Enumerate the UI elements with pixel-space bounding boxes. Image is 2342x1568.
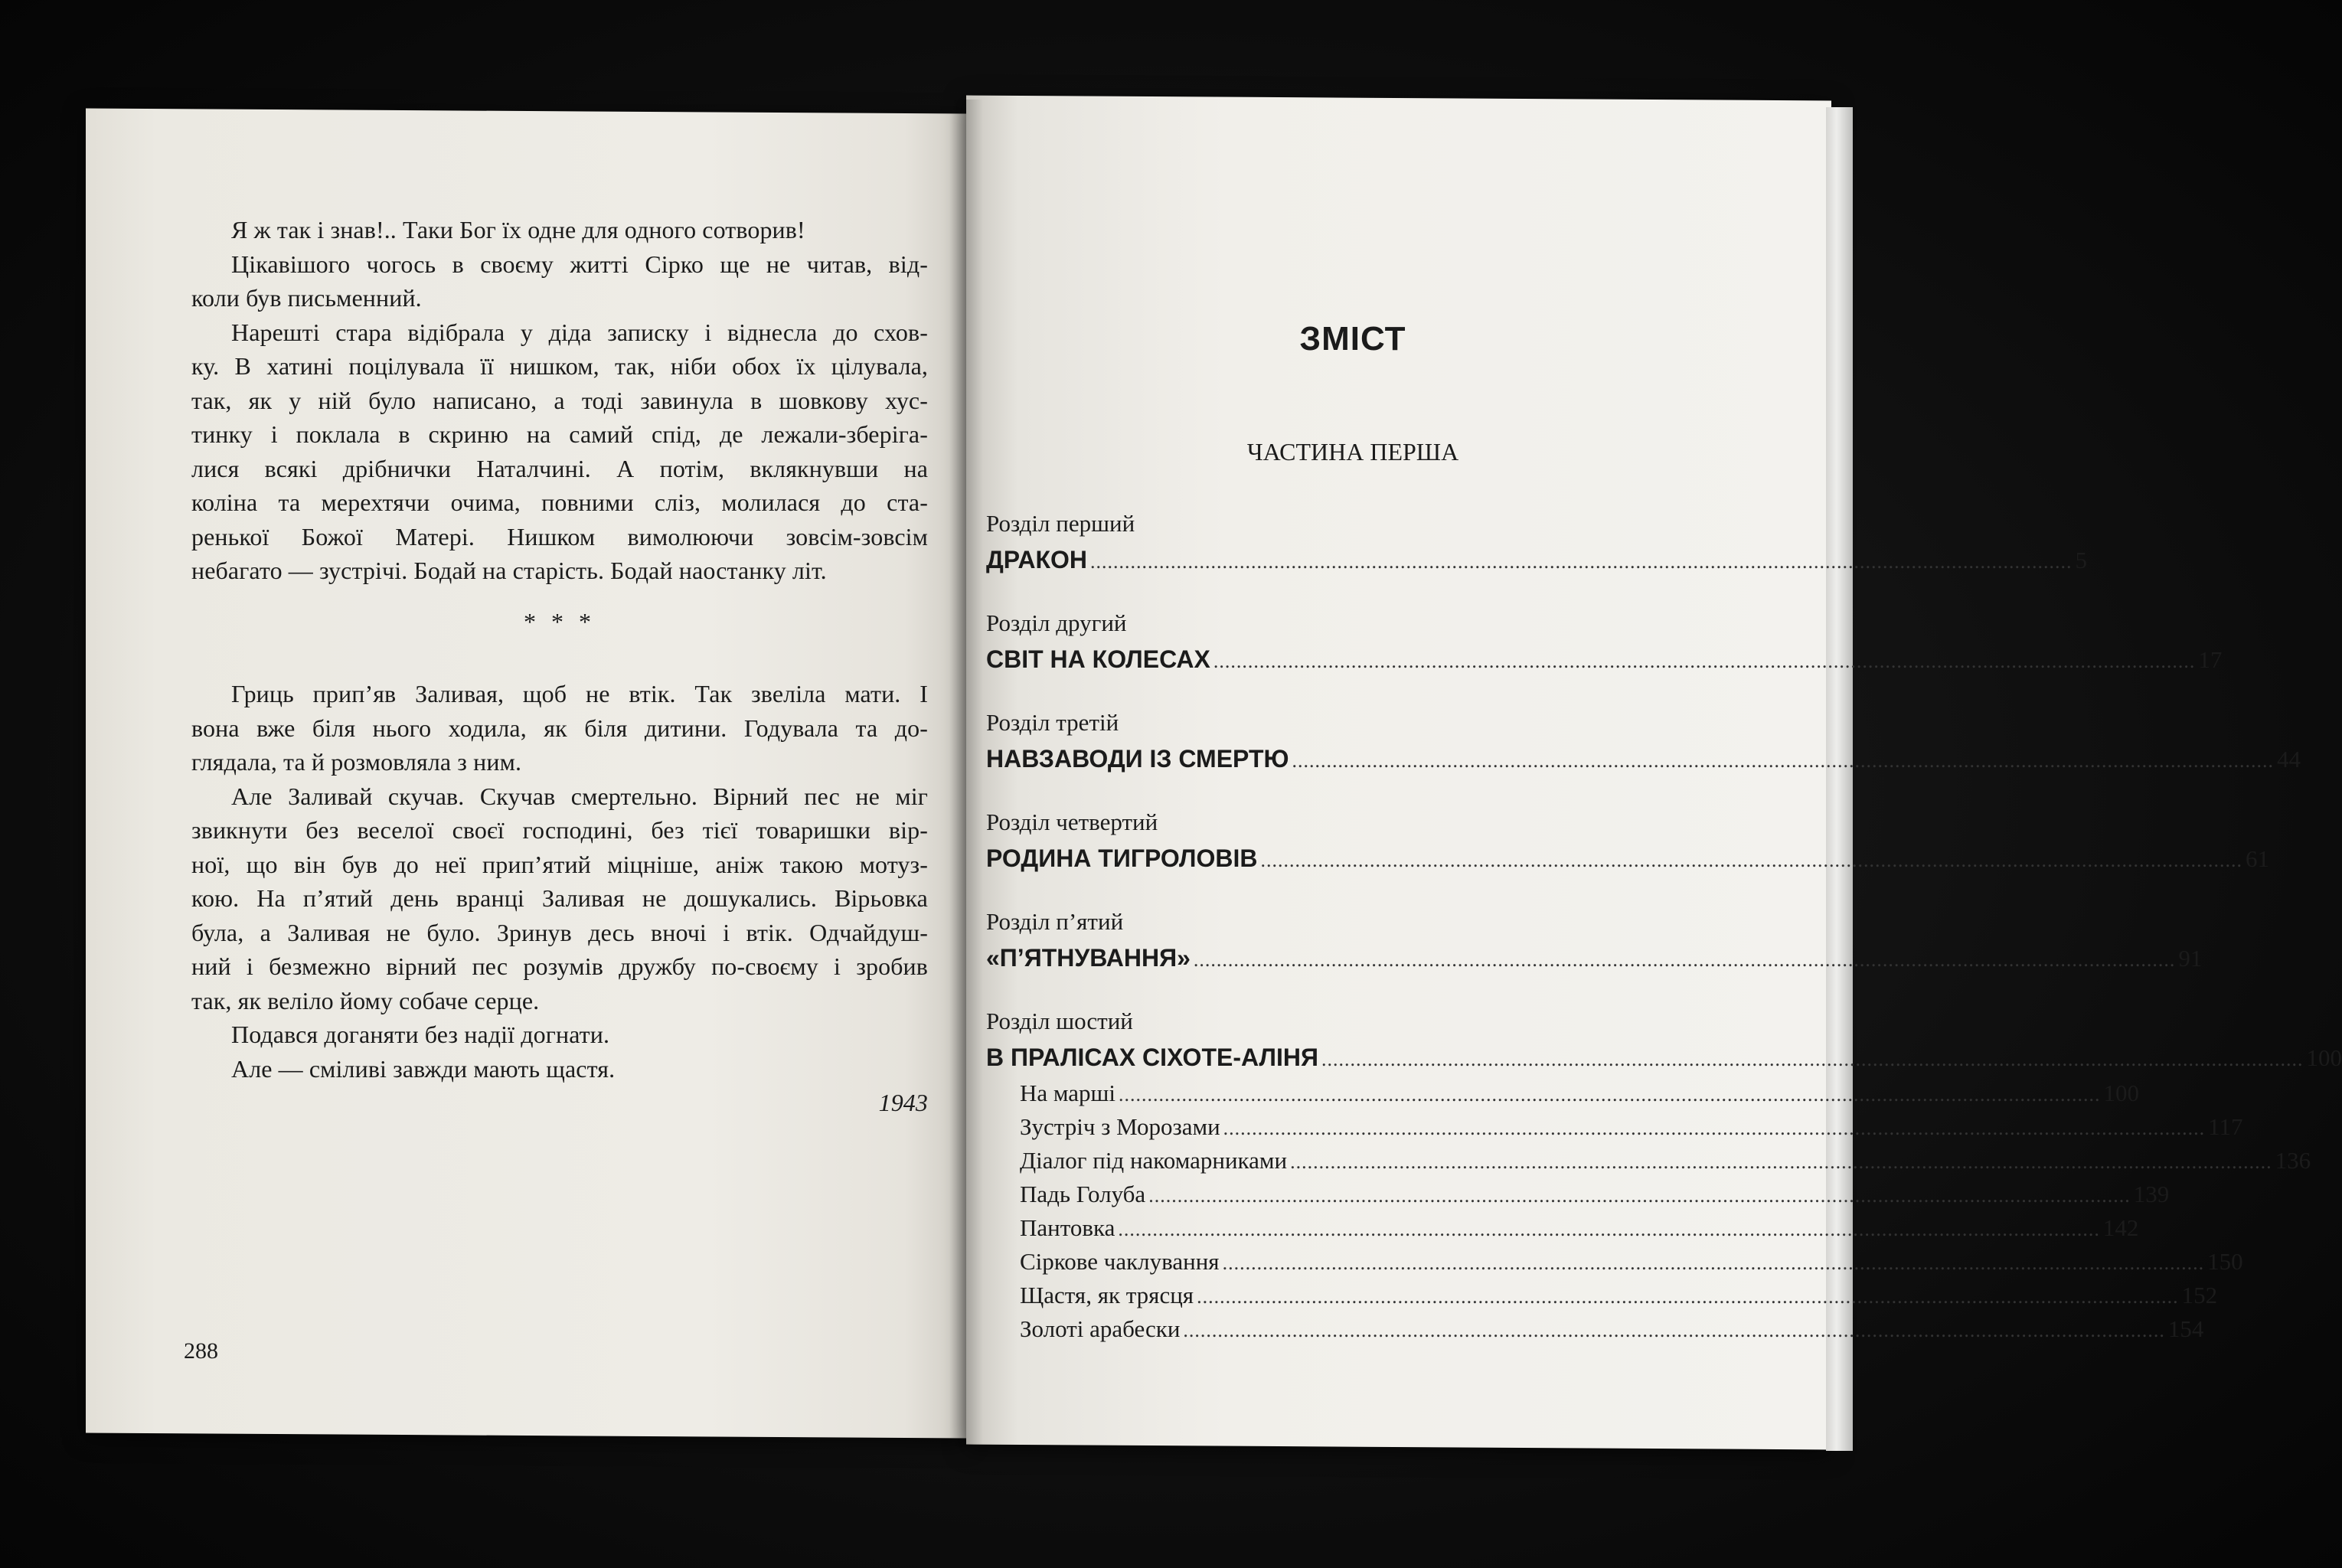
dot-leader: ...........................................................................................................................................................................: [1222, 1252, 2205, 1274]
text-line: ної, що він був до неї прип’ятий міцніше, аніж такою мотуз-: [191, 850, 928, 878]
toc-subentry-row: [986, 1110, 2243, 1144]
toc-chapter-block: [986, 507, 2087, 579]
dot-leader: ...........................................................................................................................................................................: [1089, 550, 2073, 573]
dot-leader: ...........................................................................................................................................................................: [1213, 650, 2196, 672]
toc-subentry-row: [986, 1279, 2218, 1312]
text-line: Але Заливай скучав. Скучав смертельно. Вірний пес не міг: [231, 782, 928, 810]
text-line: ренької Божої Матері. Нишком вимолюючи зовсім-зовсім: [191, 522, 928, 550]
toc-page-number: 139: [2133, 1181, 2170, 1207]
toc-entry-title: НАВЗАВОДИ ІЗ СМЕРТЮ: [986, 745, 1289, 773]
text-line: небагато — зустрічі. Бодай на старість. Бодай наостанку літ.: [191, 557, 827, 584]
dot-leader: ...........................................................................................................................................................................: [1183, 1319, 2165, 1341]
text-line: так, як веліло йому собаче серце.: [191, 986, 540, 1014]
toc-page-number: 150: [2207, 1248, 2243, 1275]
text-block-before-separator: [191, 213, 928, 588]
toc-page-number: 5: [2075, 547, 2087, 573]
toc-entry-title: В ПРАЛІСАХ СІХОТЕ-АЛІНЯ: [986, 1044, 1318, 1071]
toc-chapter-row: [986, 541, 2087, 579]
toc-page-number: 91: [2178, 945, 2203, 972]
toc-page-number: 100: [2306, 1044, 2342, 1071]
toc-entry-title: РОДИНА ТИГРОЛОВІВ: [986, 844, 1258, 872]
date-signature: 1943: [878, 1089, 928, 1116]
text-line: лися всякі дрібнички Наталчині. А потім, вклякнувши на: [191, 454, 928, 482]
text-line: Але — сміливі завжди мають щастя.: [231, 1054, 616, 1083]
toc-chapter-row: [986, 1038, 2342, 1076]
toc-subentry-row: [986, 1178, 2170, 1211]
toc-subentry-row: [986, 1312, 2204, 1346]
text-line: звикнути без веселої своєї господині, без тієї товаришки вір-: [191, 816, 928, 844]
toc-chapter-row: [986, 939, 2203, 977]
dot-leader: ...........................................................................................................................................................................: [1148, 1184, 2131, 1207]
contents-title: ЗМІСТ: [1299, 320, 1406, 358]
dot-leader: ...........................................................................................................................................................................: [1292, 750, 2275, 772]
toc-page-number: 142: [2102, 1214, 2139, 1241]
toc-entry-title: Зустріч з Морозами: [1020, 1113, 1220, 1140]
dot-leader: ...........................................................................................................................................................................: [1119, 1083, 2101, 1106]
toc-entry-title: Пантовка: [1020, 1214, 1115, 1241]
toc-section-label: Розділ шостий: [986, 1008, 1133, 1034]
toc-page-number: 117: [2208, 1113, 2243, 1140]
toc-section-label: Розділ другий: [986, 609, 1127, 636]
toc-page-number: 136: [2275, 1147, 2311, 1174]
toc-chapter-block: [986, 706, 2301, 778]
toc-page-number: 44: [2277, 746, 2301, 773]
toc-entry-title: На марші: [1020, 1080, 1116, 1106]
text-line: була, а Заливая не було. Зринув десь вночі і втік. Одчайдуш-: [191, 918, 928, 946]
text-line: глядала, та й розмовляла з ним.: [191, 748, 522, 776]
toc-section-label: Розділ п’ятий: [986, 908, 1124, 935]
left-page-text: [191, 213, 928, 1120]
text-line: Цікавішого чогось в своєму житті Сірко ще не читав, від-: [231, 250, 928, 278]
text-line: коли був письменний.: [191, 284, 422, 312]
toc-entry-title: Сіркове чаклування: [1020, 1248, 1220, 1275]
toc-chapter-block: [986, 606, 2223, 678]
toc-chapter-block: [986, 905, 2203, 977]
toc-subentry-row: [986, 1211, 2139, 1245]
toc-entry-title: Діалог під накомарниками: [1020, 1147, 1288, 1174]
toc-subentry-row: [986, 1076, 2140, 1110]
section-separator: * * *: [524, 607, 596, 635]
toc-entry-title: Золоті арабески: [1020, 1315, 1181, 1342]
toc-page-number: 100: [2103, 1080, 2140, 1106]
toc-entry-title: СВІТ НА КОЛЕСАХ: [986, 645, 1210, 673]
toc-chapter-row: [986, 640, 2223, 678]
dot-leader: ...........................................................................................................................................................................: [1321, 1048, 2304, 1070]
text-line: коліна та мерехтячи очима, повними сліз, молилася до ста-: [191, 488, 928, 516]
dot-leader: ...........................................................................................................................................................................: [1193, 949, 2176, 971]
dot-leader: ...........................................................................................................................................................................: [1260, 849, 2242, 871]
text-block-after-separator: [191, 677, 928, 1086]
toc-subentry-row: [986, 1144, 2311, 1178]
toc-chapter-row: [986, 839, 2269, 877]
toc-page-number: 152: [2181, 1282, 2218, 1308]
book-gutter: [949, 100, 983, 1447]
table-of-contents: [986, 507, 2342, 1346]
toc-entry-title: Щастя, як трясця: [1020, 1282, 1194, 1308]
dot-leader: ...........................................................................................................................................................................: [1223, 1117, 2206, 1139]
text-line: Подався доганяти без надії догнати.: [231, 1021, 610, 1048]
toc-subentry-row: [986, 1245, 2243, 1279]
text-line: вона вже біля нього ходила, як біля дитини. Годувала та до-: [191, 714, 928, 742]
text-line: кою. На п’ятий день вранці Заливая не дошукались. Вірьовка: [191, 884, 928, 912]
part-title: ЧАСТИНА ПЕРША: [1246, 438, 1459, 466]
toc-chapter-block: [986, 1004, 2342, 1076]
toc-page-number: 17: [2198, 646, 2223, 673]
toc-chapter-row: [986, 740, 2301, 778]
dot-leader: ...........................................................................................................................................................................: [1197, 1285, 2179, 1308]
text-line: тинку і поклала в скриню на самий спід, де лежали-зберіга-: [191, 420, 928, 448]
toc-entry-title: ДРАКОН: [986, 546, 1087, 573]
text-line: так, як у ній було написано, а тоді завинула в шовкову хус-: [191, 386, 928, 414]
toc-page-number: 61: [2245, 845, 2269, 872]
dot-leader: ...........................................................................................................................................................................: [1118, 1218, 2100, 1240]
toc-section-label: Розділ четвертий: [986, 808, 1158, 835]
text-line: Гриць прип’яв Заливая, щоб не втік. Так звеліла мати. І: [231, 680, 928, 707]
text-line: ку. В хатині поцілувала її нишком, так, ніби обох їх цілувала,: [191, 352, 928, 380]
toc-section-label: Розділ перший: [986, 510, 1135, 537]
toc-entry-title: Падь Голуба: [1020, 1181, 1146, 1207]
toc-entry-title: «П’ЯТНУВАННЯ»: [986, 944, 1191, 972]
page-number: 288: [184, 1338, 218, 1364]
toc-page-number: 154: [2167, 1315, 2204, 1342]
toc-section-label: Розділ третій: [986, 709, 1119, 736]
toc-chapter-block: [986, 805, 2269, 877]
text-line: Нарешті стара відібрала у діда записку і віднесла до схов-: [231, 318, 928, 346]
text-line: ний і безмежно вірний пес розумів дружбу по-своєму і зробив: [191, 952, 928, 980]
text-line: Я ж так і знав!.. Таки Бог їх одне для одного сотворив!: [231, 216, 805, 243]
dot-leader: ...........................................................................................................................................................................: [1290, 1151, 2272, 1173]
